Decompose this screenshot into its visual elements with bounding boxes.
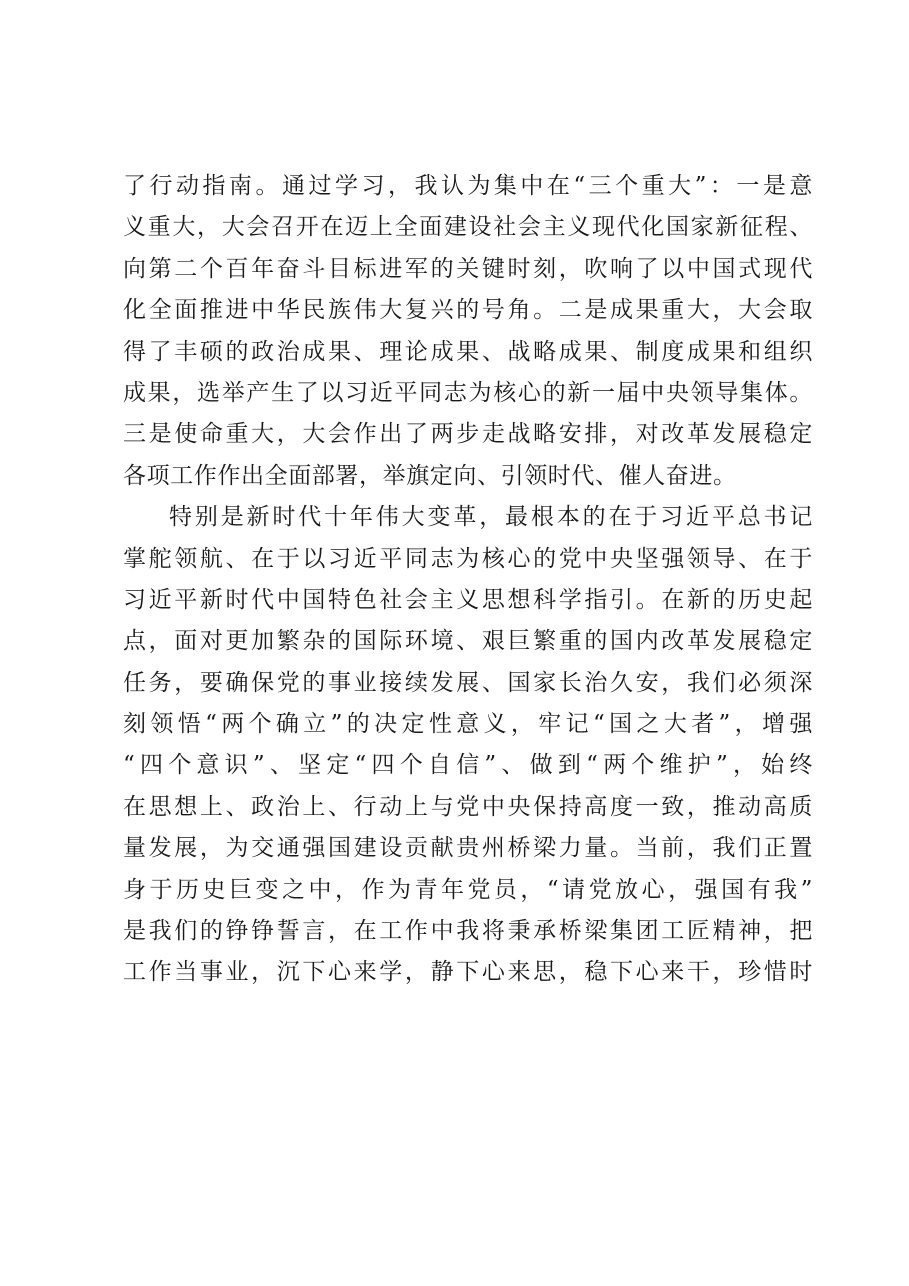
text-line: 在思想上、政治上、行动上与党中央保持高度一致，推动高质 bbox=[123, 793, 813, 820]
text-line: 刻领悟“两个确立”的决定性意义，牢记“国之大者”，增强 bbox=[123, 711, 813, 738]
text-line: 向第二个百年奋斗目标进军的关键时刻，吹响了以中国式现代 bbox=[123, 255, 813, 282]
text-line: 各项工作作出全面部署，举旗定向、引领时代、催人奋进。 bbox=[123, 462, 737, 489]
text-line: “四个意识”、坚定“四个自信”、做到“两个维护”，始终 bbox=[123, 752, 813, 779]
text-line: 义重大，大会召开在迈上全面建设社会主义现代化国家新征程、 bbox=[123, 214, 813, 241]
text-line: 化全面推进中华民族伟大复兴的号角。二是成果重大，大会取 bbox=[123, 297, 813, 324]
text-line: 习近平新时代中国特色社会主义思想科学指引。在新的历史起 bbox=[123, 586, 813, 613]
text-line: 点，面对更加繁杂的国际环境、艰巨繁重的国内改革发展稳定 bbox=[123, 628, 813, 655]
text-line: 是我们的铮铮誓言，在工作中我将秉承桥梁集团工匠精神，把 bbox=[123, 918, 813, 945]
text-line: 特别是新时代十年伟大变革，最根本的在于习近平总书记 bbox=[169, 504, 813, 531]
text-line: 成果，选举产生了以习近平同志为核心的新一届中央领导集体。 bbox=[123, 379, 813, 406]
text-line: 任务，要确保党的事业接续发展、国家长治久安，我们必须深 bbox=[123, 669, 813, 696]
text-line: 量发展，为交通强国建设贡献贵州桥梁力量。当前，我们正置 bbox=[123, 835, 813, 862]
text-line: 得了丰硕的政治成果、理论成果、战略成果、制度成果和组织 bbox=[123, 338, 813, 365]
text-line: 三是使命重大，大会作出了两步走战略安排，对改革发展稳定 bbox=[123, 421, 813, 448]
text-line: 身于历史巨变之中，作为青年党员，“请党放心，强国有我” bbox=[123, 876, 813, 903]
text-line: 掌舵领航、在于以习近平同志为核心的党中央坚强领导、在于 bbox=[123, 545, 813, 572]
document-body bbox=[123, 166, 813, 994]
paragraph-1 bbox=[123, 166, 813, 497]
text-line: 工作当事业，沉下心来学，静下心来思，稳下心来干，珍惜时 bbox=[123, 959, 813, 986]
text-line: 了行动指南。通过学习，我认为集中在“三个重大”：一是意 bbox=[123, 173, 813, 199]
paragraph-2 bbox=[123, 497, 813, 994]
